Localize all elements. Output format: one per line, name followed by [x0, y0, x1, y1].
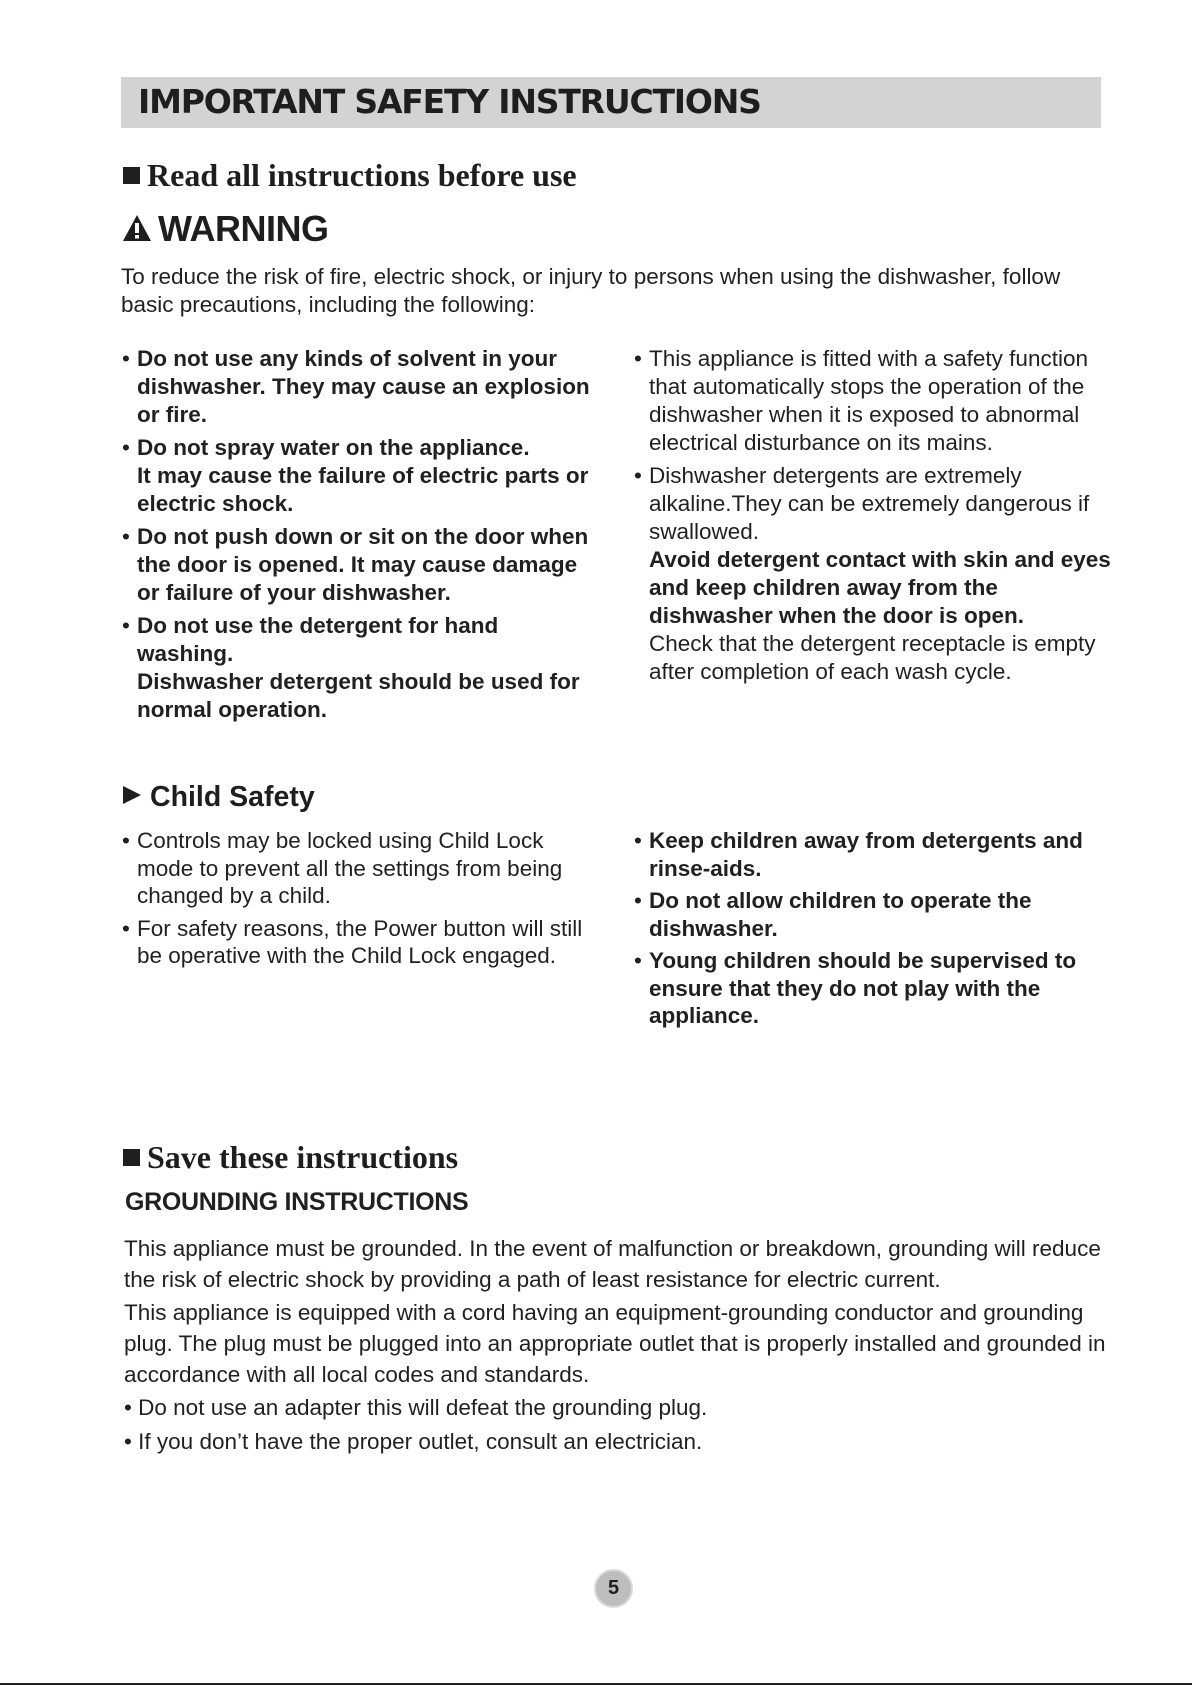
warning-right-list [634, 345, 1114, 691]
warning-triangle-icon [122, 209, 152, 251]
list-item: • Do not allow children to operate the dishwasher. [634, 888, 1032, 941]
bullet-icon: • [122, 613, 130, 638]
page-number: 5 [594, 1569, 633, 1608]
bullet-icon: • [124, 1395, 132, 1420]
bullet-icon: • [634, 346, 642, 371]
list-item: • This appliance is fitted with a safety function that automatically stops the operation of the dishwasher when it is exposed to abnormal electrical disturbance on its mains. [634, 346, 1088, 455]
right-triangle-icon [122, 780, 142, 813]
bullet-icon: • [634, 463, 642, 488]
list-item: • Controls may be locked using Child Lock mode to prevent all the settings from being changed by a child. [122, 828, 563, 908]
child-safety-right-list [634, 827, 1104, 1035]
list-item: • Keep children away from detergents and rinse-aids. [634, 828, 1083, 881]
bullet-icon: • [124, 1429, 132, 1454]
warning-heading [122, 208, 329, 251]
bullet-icon: • [122, 346, 130, 371]
grounding-paragraph-2: This appliance is equipped with a cord having an equipment-grounding conductor and grounding plug. The plug must be plugged into an appropriate outlet that is properly installed and grounded in accordance with all local codes and standards. [124, 1300, 1106, 1387]
bullet-icon: • [634, 828, 642, 853]
list-item: • Do not push down or sit on the door when the door is opened. It may cause damage or failure of your dishwasher. [122, 524, 589, 605]
list-item: • Do not spray water on the appliance. It may cause the failure of electric parts or electric shock. [122, 435, 589, 516]
list-item: • Young children should be supervised to ensure that they do not play with the appliance. [634, 948, 1077, 1028]
black-square-icon [123, 167, 140, 184]
grounding-heading: GROUNDING INSTRUCTIONS [125, 1188, 469, 1216]
page-title: IMPORTANT SAFETY INSTRUCTIONS [138, 82, 761, 121]
grounding-bullet: • If you don’t have the proper outlet, consult an electrician. [124, 1429, 703, 1454]
child-safety-label: Child Safety [150, 781, 315, 813]
grounding-paragraph-1: This appliance must be grounded. In the event of malfunction or breakdown, grounding will reduce the risk of electric shock by providing a path of least resistance for electric current. [124, 1236, 1101, 1292]
bullet-icon: • [122, 915, 130, 941]
bullet-icon: • [122, 828, 130, 853]
list-item: • For safety reasons, the Power button will still be operative with the Child Lock engaged. [122, 915, 583, 968]
child-safety-left-list [122, 827, 600, 975]
child-safety-heading [122, 780, 315, 814]
bullet-icon: • [634, 948, 642, 973]
warning-intro: To reduce the risk of fire, electric shock, or injury to persons when using the dishwasher, follow basic precautions, including the following: [121, 264, 1061, 317]
black-square-icon [123, 1149, 140, 1166]
save-instructions-heading [123, 1139, 458, 1176]
bullet-icon: • [122, 524, 130, 549]
list-item: • Do not use any kinds of solvent in your dishwasher. They may cause an explosion or fire. [122, 346, 590, 427]
read-instructions-label: Read all instructions before use [147, 157, 577, 193]
warning-label: WARNING [158, 208, 329, 249]
page-title-banner [121, 77, 1101, 128]
warning-left-list [122, 345, 600, 729]
bullet-icon: • [122, 435, 130, 460]
list-item: • Do not use the detergent for hand washing. Dishwasher detergent should be used for normal operation. [122, 613, 580, 722]
bullet-icon: • [634, 888, 642, 913]
save-instructions-label: Save these instructions [147, 1139, 459, 1175]
read-instructions-heading [123, 157, 577, 194]
grounding-bullet: • Do not use an adapter this will defeat the grounding plug. [124, 1395, 708, 1420]
list-item: • Dishwasher detergents are extremely alkaline.They can be extremely dangerous if swallowed. Avoid detergent contact with skin and eyes and keep children away from the dishwasher when the door is open. Check that the detergent receptacle is empty after completion of each wash cycle. [634, 463, 1111, 684]
